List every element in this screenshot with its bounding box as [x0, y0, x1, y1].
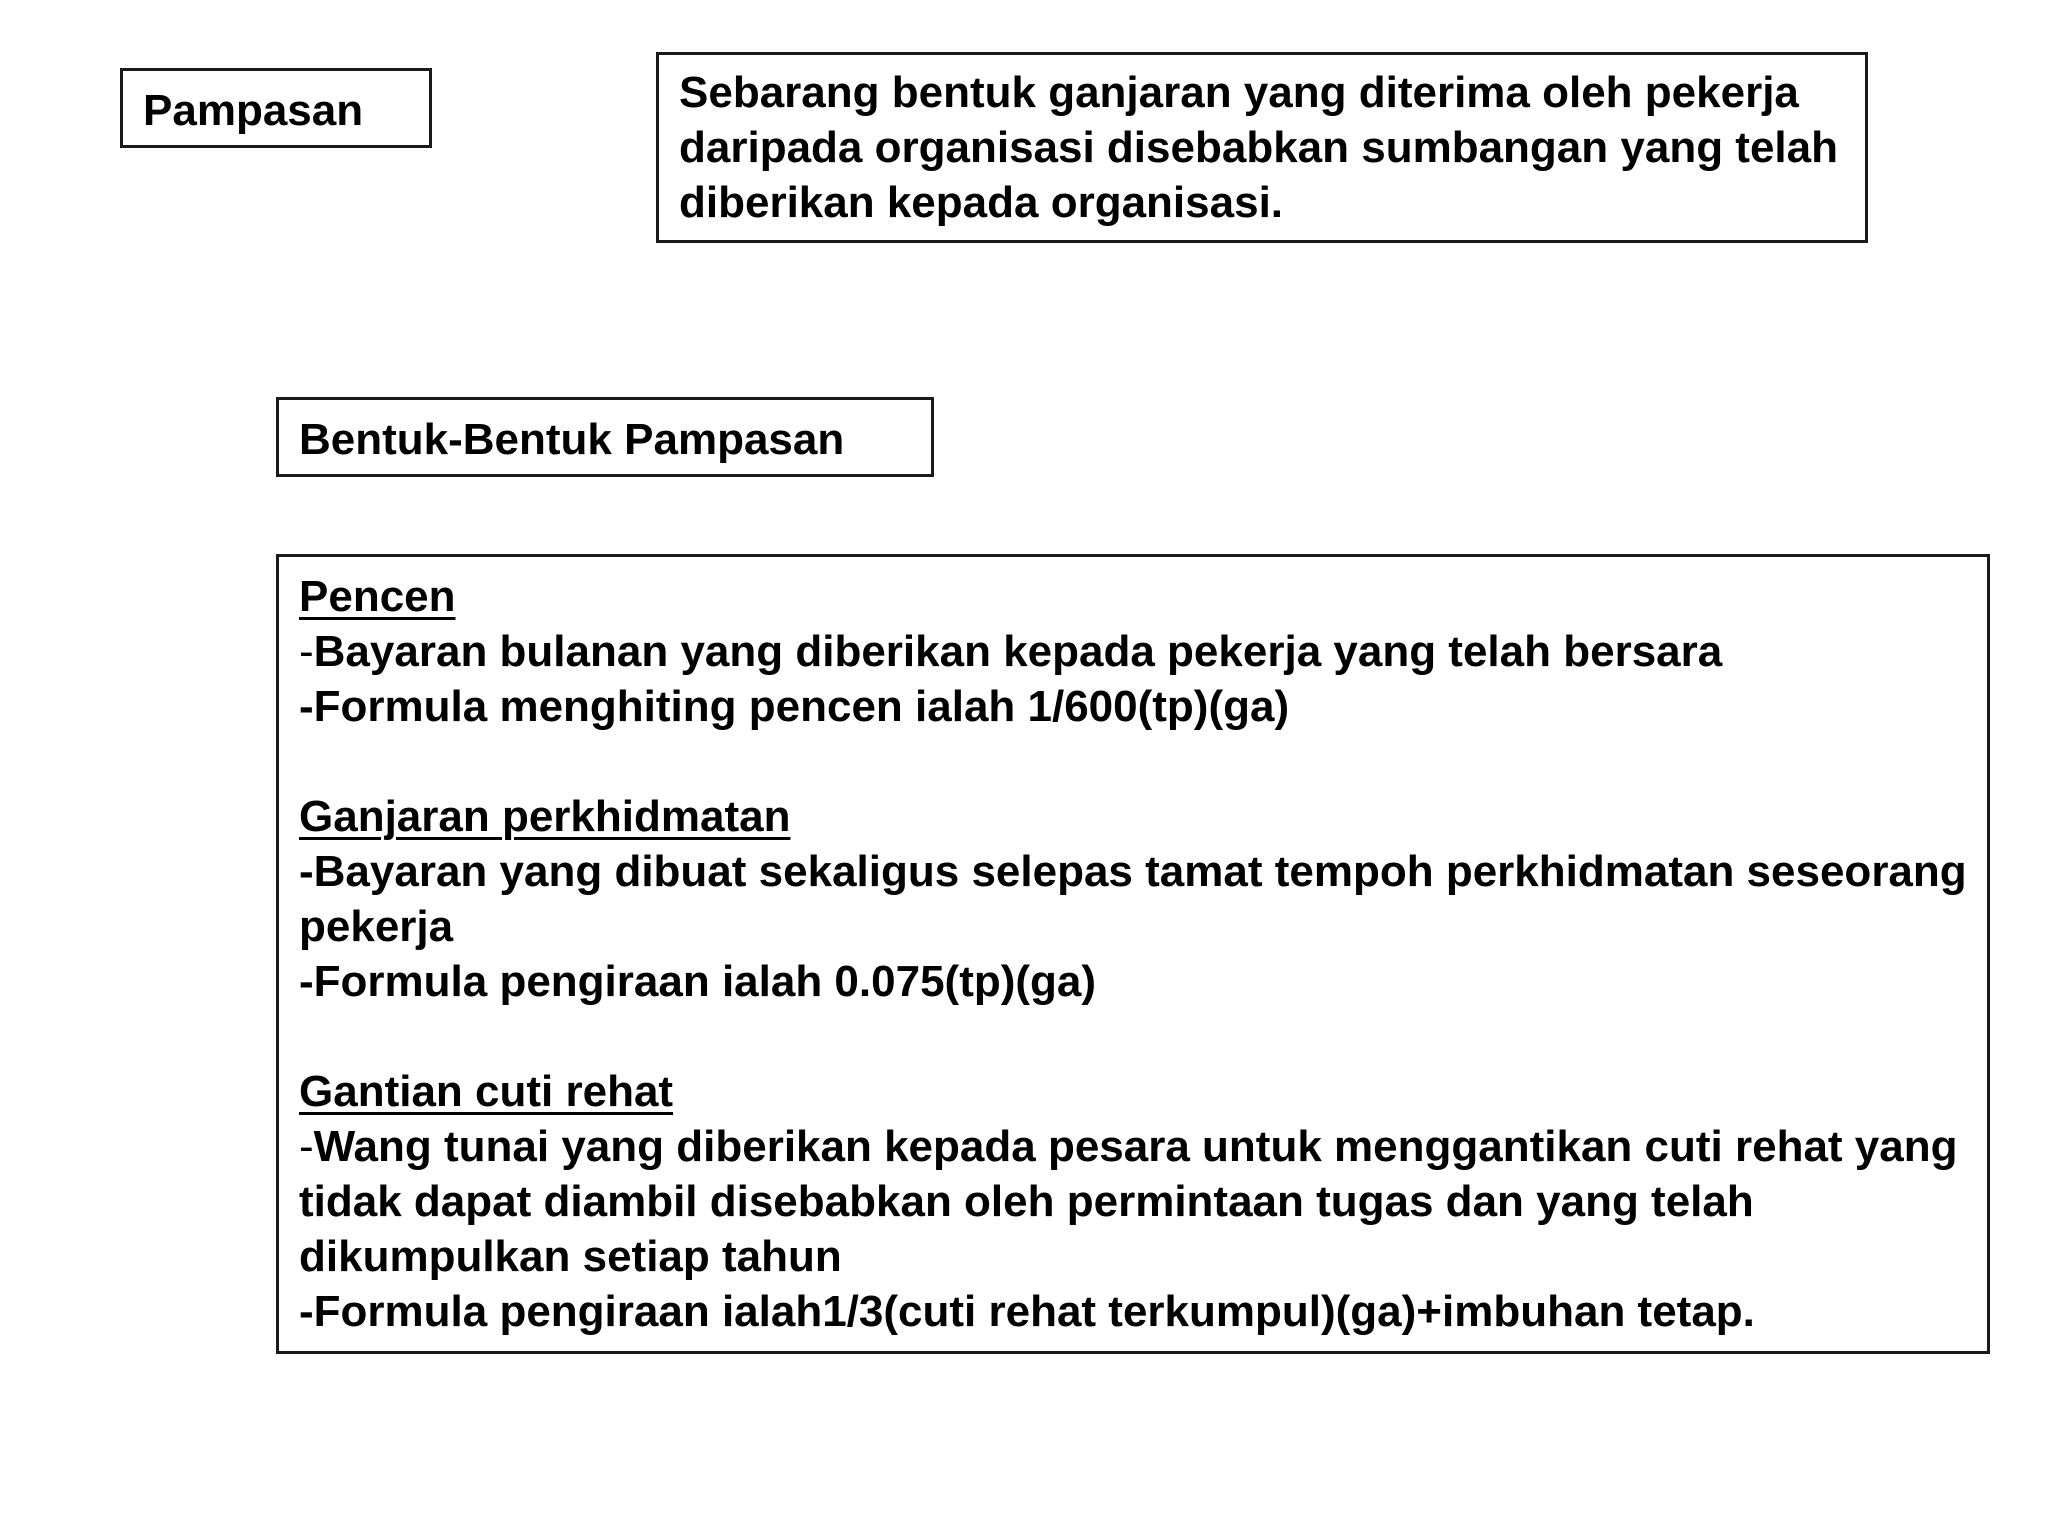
subtitle-box — [276, 397, 934, 477]
line-dash: - — [299, 627, 314, 676]
section-pencen — [299, 569, 1967, 734]
section-line — [299, 1284, 1967, 1339]
line-dash: - — [299, 1122, 314, 1171]
section-ganjaran-perkhidmatan — [299, 789, 1967, 1009]
section-heading: Ganjaran perkhidmatan — [299, 792, 791, 841]
page-title: Pampasan — [143, 86, 364, 135]
definition-box — [656, 52, 1868, 243]
section-line — [299, 1119, 1967, 1284]
section-heading: Gantian cuti rehat — [299, 1067, 674, 1116]
section-line — [299, 954, 1967, 1009]
line-text: Wang tunai yang diberikan kepada pesara untuk menggantikan cuti rehat yang tidak dapat diambil disebabkan oleh permintaan tugas dan yang telah dikumpulkan setiap tahun — [299, 1122, 1958, 1281]
section-line — [299, 624, 1967, 679]
section-title: Bentuk-Bentuk Pampasan — [299, 415, 845, 464]
line-text: -Formula menghiting pencen ialah 1/600(tp)(ga) — [299, 682, 1290, 731]
definition-text: Sebarang bentuk ganjaran yang diterima oleh pekerja daripada organisasi disebabkan sumbangan yang telah diberikan kepada organisasi. — [679, 68, 1838, 227]
line-text: -Formula pengiraan ialah 0.075(tp)(ga) — [299, 957, 1097, 1006]
compensation-types-box — [276, 554, 1990, 1354]
title-box — [120, 68, 432, 148]
line-text: Bayaran bulanan yang diberikan kepada pekerja yang telah bersara — [313, 627, 1723, 676]
section-gantian-cuti-rehat — [299, 1064, 1967, 1339]
section-line — [299, 679, 1967, 734]
section-line — [299, 844, 1967, 954]
section-heading: Pencen — [299, 572, 456, 621]
line-text: -Bayaran yang dibuat sekaligus selepas tamat tempoh perkhidmatan seseorang pekerja — [299, 847, 1967, 951]
line-text: -Formula pengiraan ialah1/3(cuti rehat terkumpul)(ga)+imbuhan tetap. — [299, 1287, 1755, 1336]
